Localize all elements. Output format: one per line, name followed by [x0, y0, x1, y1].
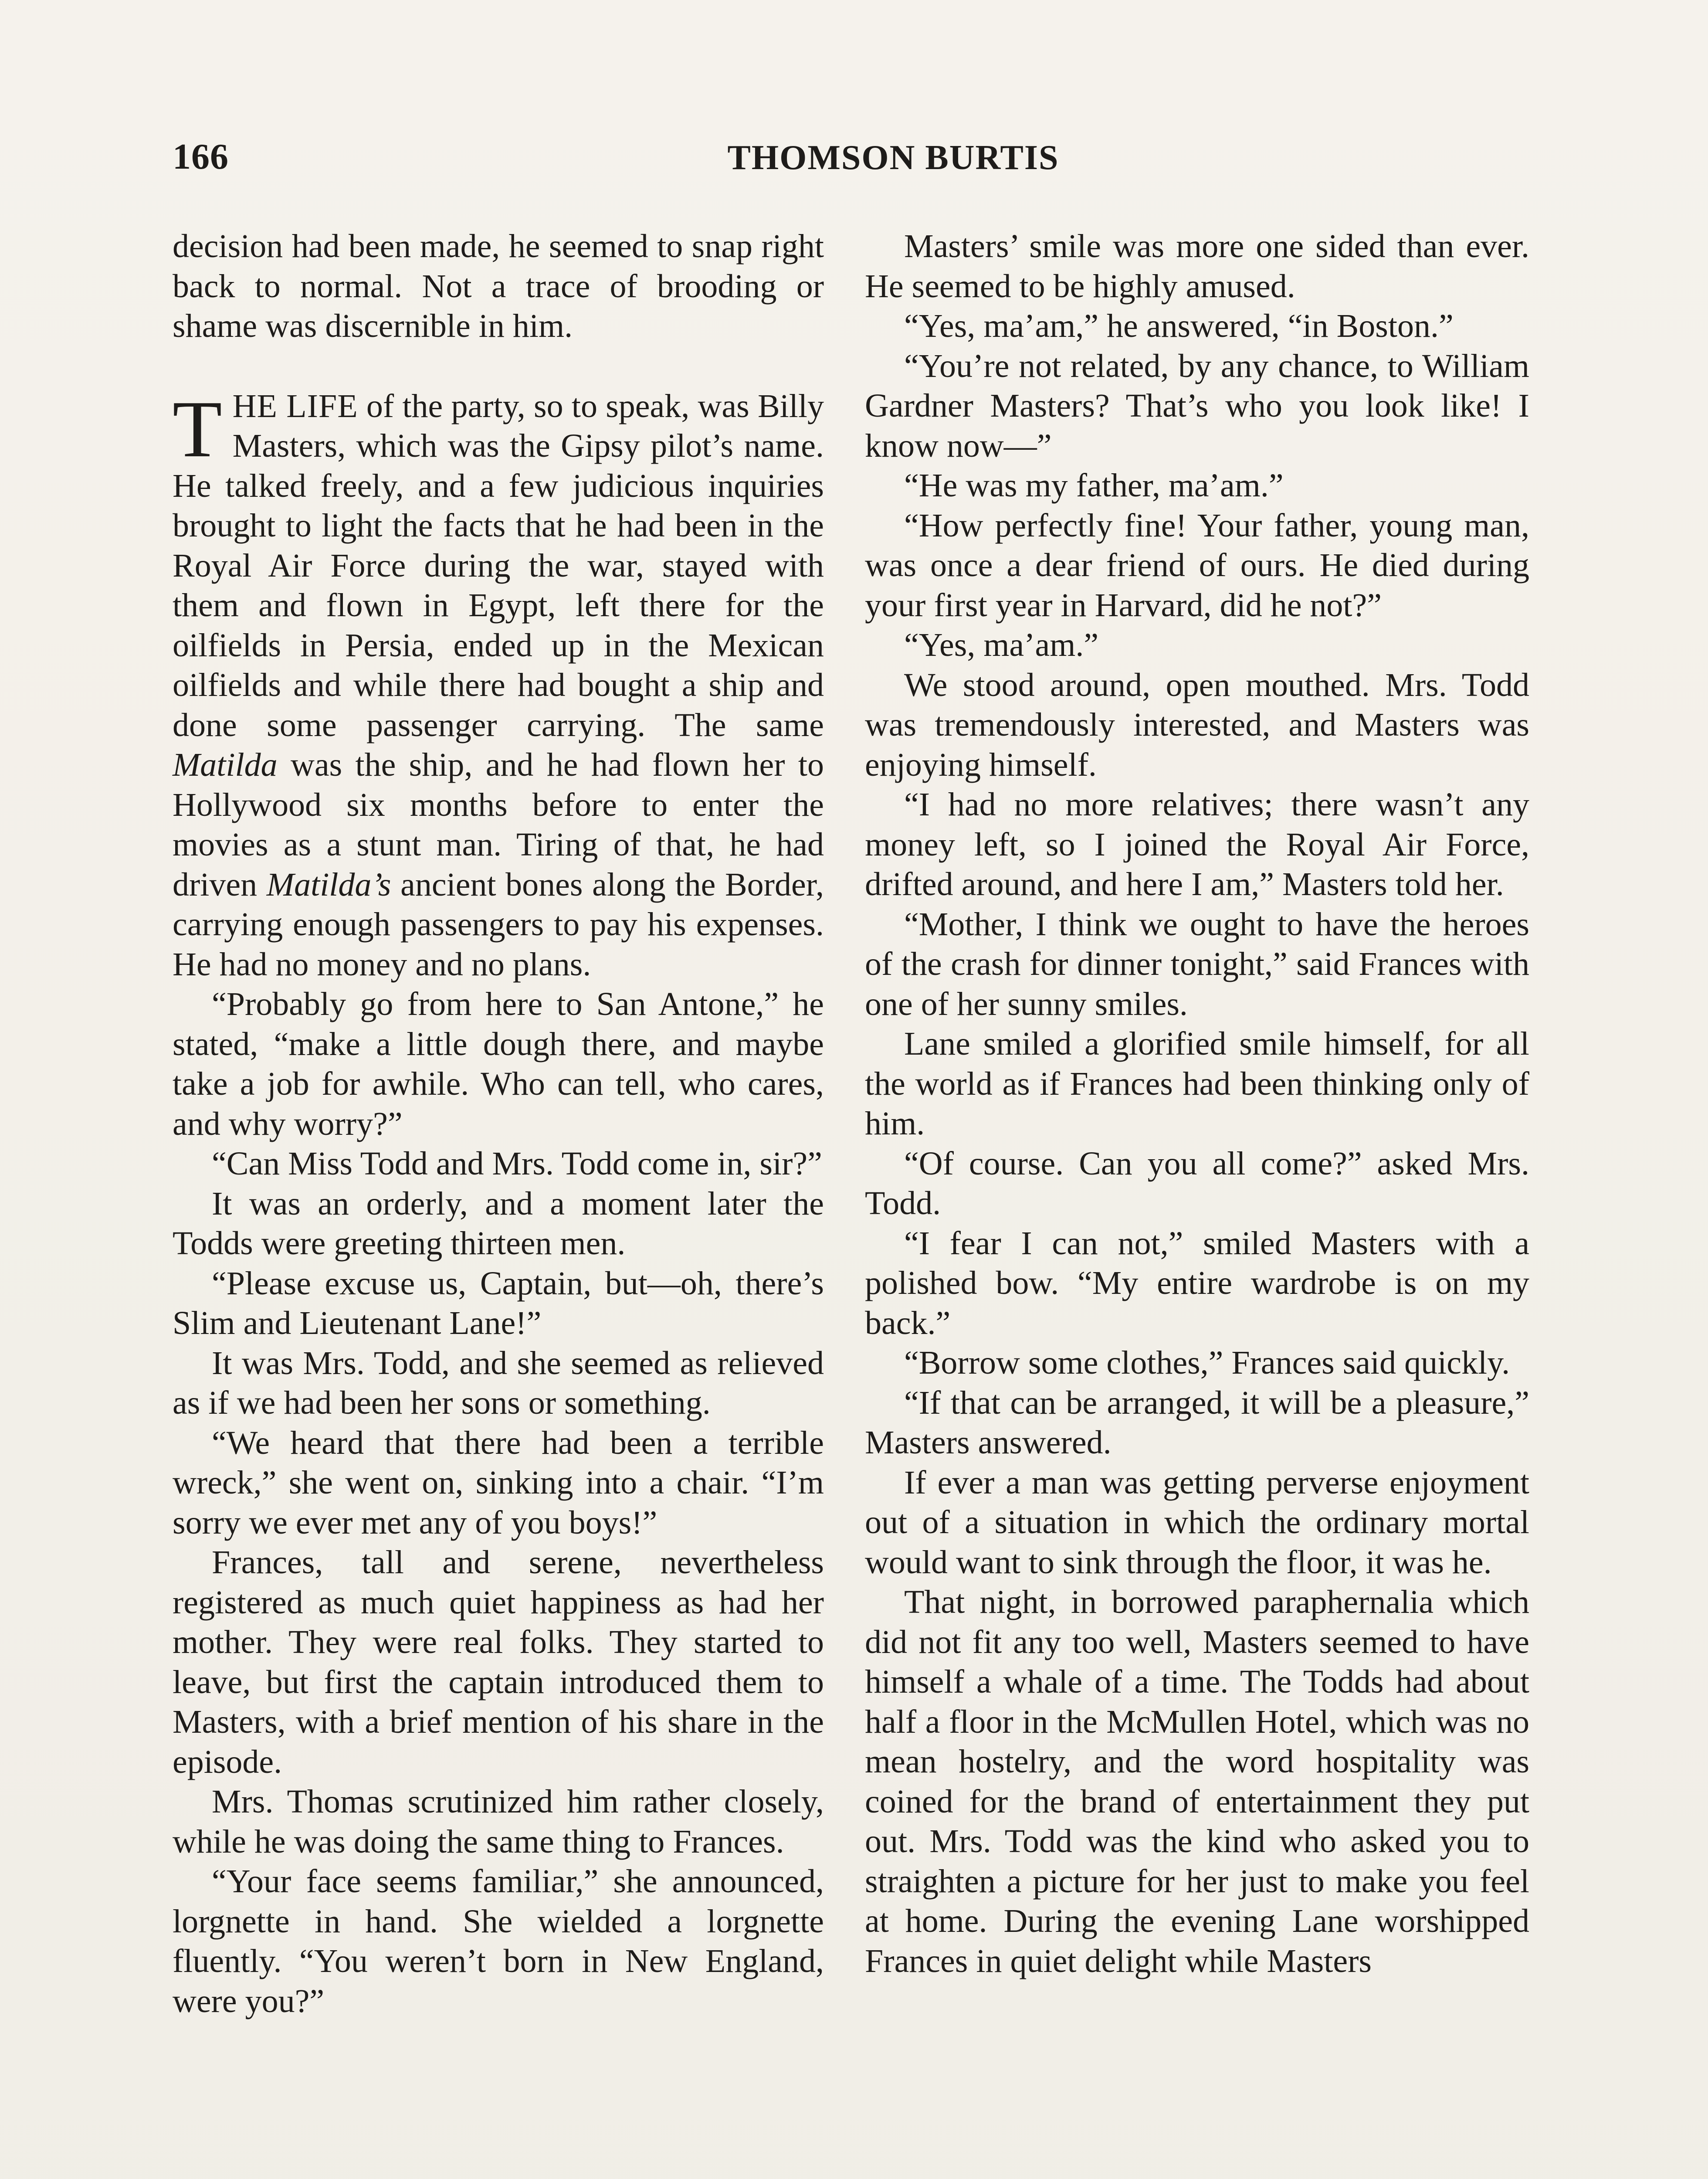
paragraph: “Yes, ma’am.” — [904, 627, 1099, 663]
paragraph: It was an orderly, and a moment later the Todds were greeting thirteen men. — [173, 1185, 824, 1262]
paragraph: “Please excuse us, Captain, but—oh, there’s Slim and Lieutenant Lane!” — [173, 1265, 824, 1341]
paragraph-text: of the party, so to speak, was Billy Masters, which was the Gipsy pilot’s name. He talked freely, and a few judicious inquiries brought to light the facts that he had been in the Royal Air Force during the war, stayed with them and flown in Egypt, left there for the oilfields in Persia, ended up in the Mexican oilfields and while there had bought a ship and done some passenger carrying. The same — [173, 387, 824, 743]
paragraph: “Mother, I think we ought to have the heroes of the crash for dinner tonight,” said Frances with one of her sunny smiles. — [865, 906, 1529, 1022]
paragraph: “He was my father, ma’am.” — [904, 467, 1284, 504]
paragraph: “How perfectly fine! Your father, young man, was once a dear friend of ours. He died during your first year in Harvard, did he not?” — [865, 507, 1529, 624]
paragraph: decision had been made, he seemed to snap right back to normal. Not a trace of brooding or shame was discernible in him. — [173, 228, 824, 344]
paragraph: “Can Miss Todd and Mrs. Todd come in, sir?” — [212, 1145, 822, 1182]
right-column — [865, 227, 1529, 1981]
paragraph: “We heard that there had been a terrible wreck,” she went on, sinking into a chair. “I’m sorry we ever met any of you boys!” — [173, 1424, 824, 1541]
paragraph-text: was the ship, and he had flown her to Hollywood six months before to enter the movies as a stunt man. Tiring of that, he had driven — [173, 747, 824, 903]
paragraph: “I had no more relatives; there wasn’t any money left, so I joined the Royal Air Force, drifted around, and here I am,” Masters told her. — [865, 786, 1529, 903]
paragraph: That night, in borrowed paraphernalia which did not fit any too well, Masters seemed to have himself a whale of a time. The Todds had about half a floor in the McMullen Hotel, which was no mean hostelry, and the word hospitality was coined for the brand of entertainment they put out. Mrs. Todd was the kind who asked you to straighten a picture for her just to make you feel at home. During the evening Lane worshipped Frances in quiet delight while Masters — [865, 1584, 1529, 1979]
paragraph: Masters’ smile was more one sided than ever. He seemed to be highly amused. — [865, 228, 1529, 305]
paragraph: Lane smiled a glorified smile himself, for all the world as if Frances had been thinking only of him. — [865, 1025, 1529, 1142]
small-caps-lead: HE LIFE — [232, 387, 358, 424]
paragraph: “If that can be arranged, it will be a pleasure,” Masters answered. — [865, 1384, 1529, 1461]
paragraph: If ever a man was getting perverse enjoyment out of a situation in which the ordinary mortal would want to sink through the floor, it was he. — [865, 1464, 1529, 1581]
paragraph: “Yes, ma’am,” he answered, “in Boston.” — [904, 308, 1454, 344]
paragraph: “You’re not related, by any chance, to William Gardner Masters? That’s who you look like! I know now—” — [865, 347, 1529, 464]
paragraph: “Your face seems familiar,” she announced, lorgnette in hand. She wielded a lorgnette fluently. “You weren’t born in New England, were you?” — [173, 1863, 824, 2019]
drop-cap: T — [173, 384, 222, 474]
section-opening-paragraph — [173, 384, 824, 985]
paragraph: Mrs. Thomas scrutinized him rather closely, while he was doing the same thing to Frances. — [173, 1783, 824, 1860]
paragraph: Frances, tall and serene, nevertheless registered as much quiet happiness as had her mother. They were real folks. They started to leave, but first the captain introduced them to Masters, with a brief mention of his share in the episode. — [173, 1544, 824, 1780]
left-column — [173, 227, 824, 2021]
paragraph-text: ancient bones along the Border, carrying enough passengers to pay his expenses. He had no money and no plans. — [173, 866, 824, 983]
paragraph: “Probably go from here to San Antone,” he stated, “make a little dough there, and maybe take a job for awhile. Who can tell, who cares, and why worry?” — [173, 986, 824, 1142]
paragraph: “I fear I can not,” smiled Masters with a polished bow. “My entire wardrobe is on my back.” — [865, 1225, 1529, 1341]
italic-ship-name: Matilda — [173, 747, 278, 783]
paragraph: It was Mrs. Todd, and she seemed as relieved as if we had been her sons or something. — [173, 1344, 824, 1421]
paragraph: We stood around, open mouthed. Mrs. Todd was tremendously interested, and Masters was enjoying himself. — [865, 666, 1529, 783]
running-head: THOMSON BURTIS — [727, 139, 1059, 177]
paragraph: “Borrow some clothes,” Frances said quickly. — [904, 1344, 1510, 1381]
italic-ship-name: Matilda’s — [266, 866, 391, 903]
paragraph: “Of course. Can you all come?” asked Mrs. Todd. — [865, 1145, 1529, 1222]
page-number: 166 — [173, 136, 229, 177]
